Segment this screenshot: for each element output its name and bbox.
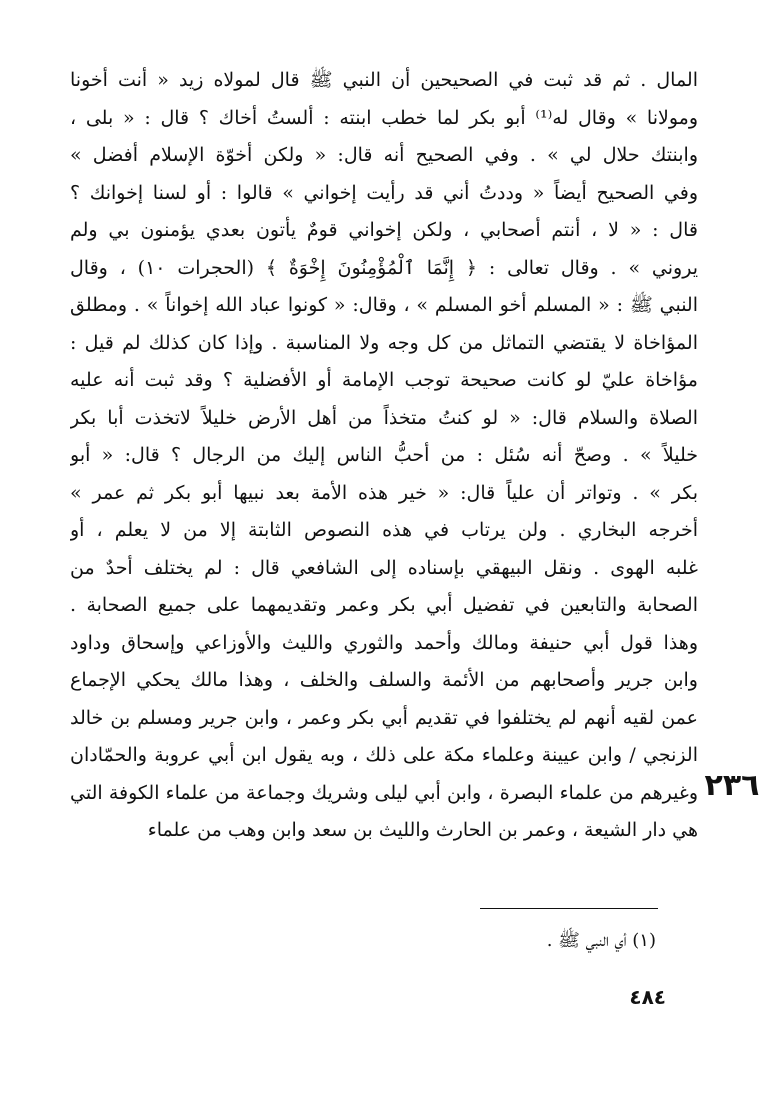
text-line: يروني » . وقال تعالى : ﴿ إِنَّمَا ٱلْمُؤْمِنُونَ إِخْوَةٌ ﴾ (الحجرات ١٠) ، وقال	[70, 256, 698, 279]
text-line: المؤاخاة لا يقتضي التماثل من كل وجه ولا المناسبة . وإذا كان كذلك لم قيل :	[70, 331, 698, 354]
text-line: المال . ثم قد ثبت في الصحيحين أن النبي ﷺ قال لمولاه زيد « أنت أخونا	[70, 69, 698, 91]
text-line: هي دار الشيعة ، وعمر بن الحارث والليث بن سعد وابن وهب من علماء	[147, 819, 698, 841]
text-line: وهذا قول أبي حنيفة ومالك وأحمد والثوري والليث والأوزاعي وإسحاق وداود	[70, 631, 698, 654]
text-line: وابن جرير وأصحابهم من الأئمة والسلف والخلف ، وهذا مالك يحكي الإجماع	[70, 669, 698, 691]
text-line: الصحابة والتابعين في تفضيل أبي بكر وعمر وتقديمهما على جميع الصحابة .	[70, 594, 698, 616]
text-line: وغيرهم من علماء البصرة ، وابن أبي ليلى وشريك وجماعة من علماء الكوفة التي	[70, 781, 698, 804]
text-line: مؤاخاة عليّ لو كانت صحيحة توجب الإمامة أو الأفضلية ؟ وقد ثبت أنه عليه	[70, 369, 698, 391]
text-line: وابنتك حلال لي » . وفي الصحيح أنه قال: « ولكن أخوّة الإسلام أفضل »	[70, 144, 698, 166]
footnote: (١) أي النبي ﷺ .	[546, 930, 656, 951]
margin-page-reference: ٢٣٦	[704, 768, 760, 803]
text-line: قال : « لا ، أنتم أصحابي ، ولكن إخواني قومٌ يأتون بعدي يؤمنون بي ولم	[70, 219, 698, 241]
text-line: النبي ﷺ : « المسلم أخو المسلم » ، وقال: « كونوا عباد الله إخواناً » . ومطلق	[70, 294, 698, 316]
main-text-block	[70, 62, 698, 850]
text-line: الزنجي / وابن عيينة وعلماء مكة على ذلك ، وبه يقول ابن أبي عروبة والحمّادان	[70, 744, 698, 766]
text-line: وفي الصحيح أيضاً « وددتُ أني قد رأيت إخواني » قالوا : أو لسنا إخوانك ؟	[70, 181, 698, 204]
footnote-divider	[480, 908, 658, 909]
text-line: الصلاة والسلام قال: « لو كنتُ متخذاً من أهل الأرض خليلاً لاتخذت أبا بكر	[70, 406, 698, 429]
text-line: ومولانا » وقال له⁽¹⁾ أبو بكر لما خطب ابنته : ألستُ أخاك ؟ قال : « بلى ،	[70, 106, 698, 129]
text-line: بكر » . وتواتر أن علياً قال: « خير هذه الأمة بعد نبيها أبو بكر ثم عمر »	[70, 481, 698, 504]
page-number: ٤٨٤	[629, 985, 666, 1009]
text-line: أخرجه البخاري . ولن يرتاب في هذه النصوص الثابتة إلا من لا يعلم ، أو	[70, 519, 698, 541]
text-line: غلبه الهوى . ونقل البيهقي بإسناده إلى الشافعي قال : لم يختلف أحدٌ من	[70, 556, 698, 579]
text-line: خليلاً » . وصحّ أنه سُئل : من أحبُّ الناس إليك من الرجال ؟ قال: « أبو	[70, 444, 698, 466]
text-line: عمن لقيه أنهم لم يختلفوا في تقديم أبي بكر وعمر ، وابن جرير ومسلم بن خالد	[70, 706, 698, 729]
